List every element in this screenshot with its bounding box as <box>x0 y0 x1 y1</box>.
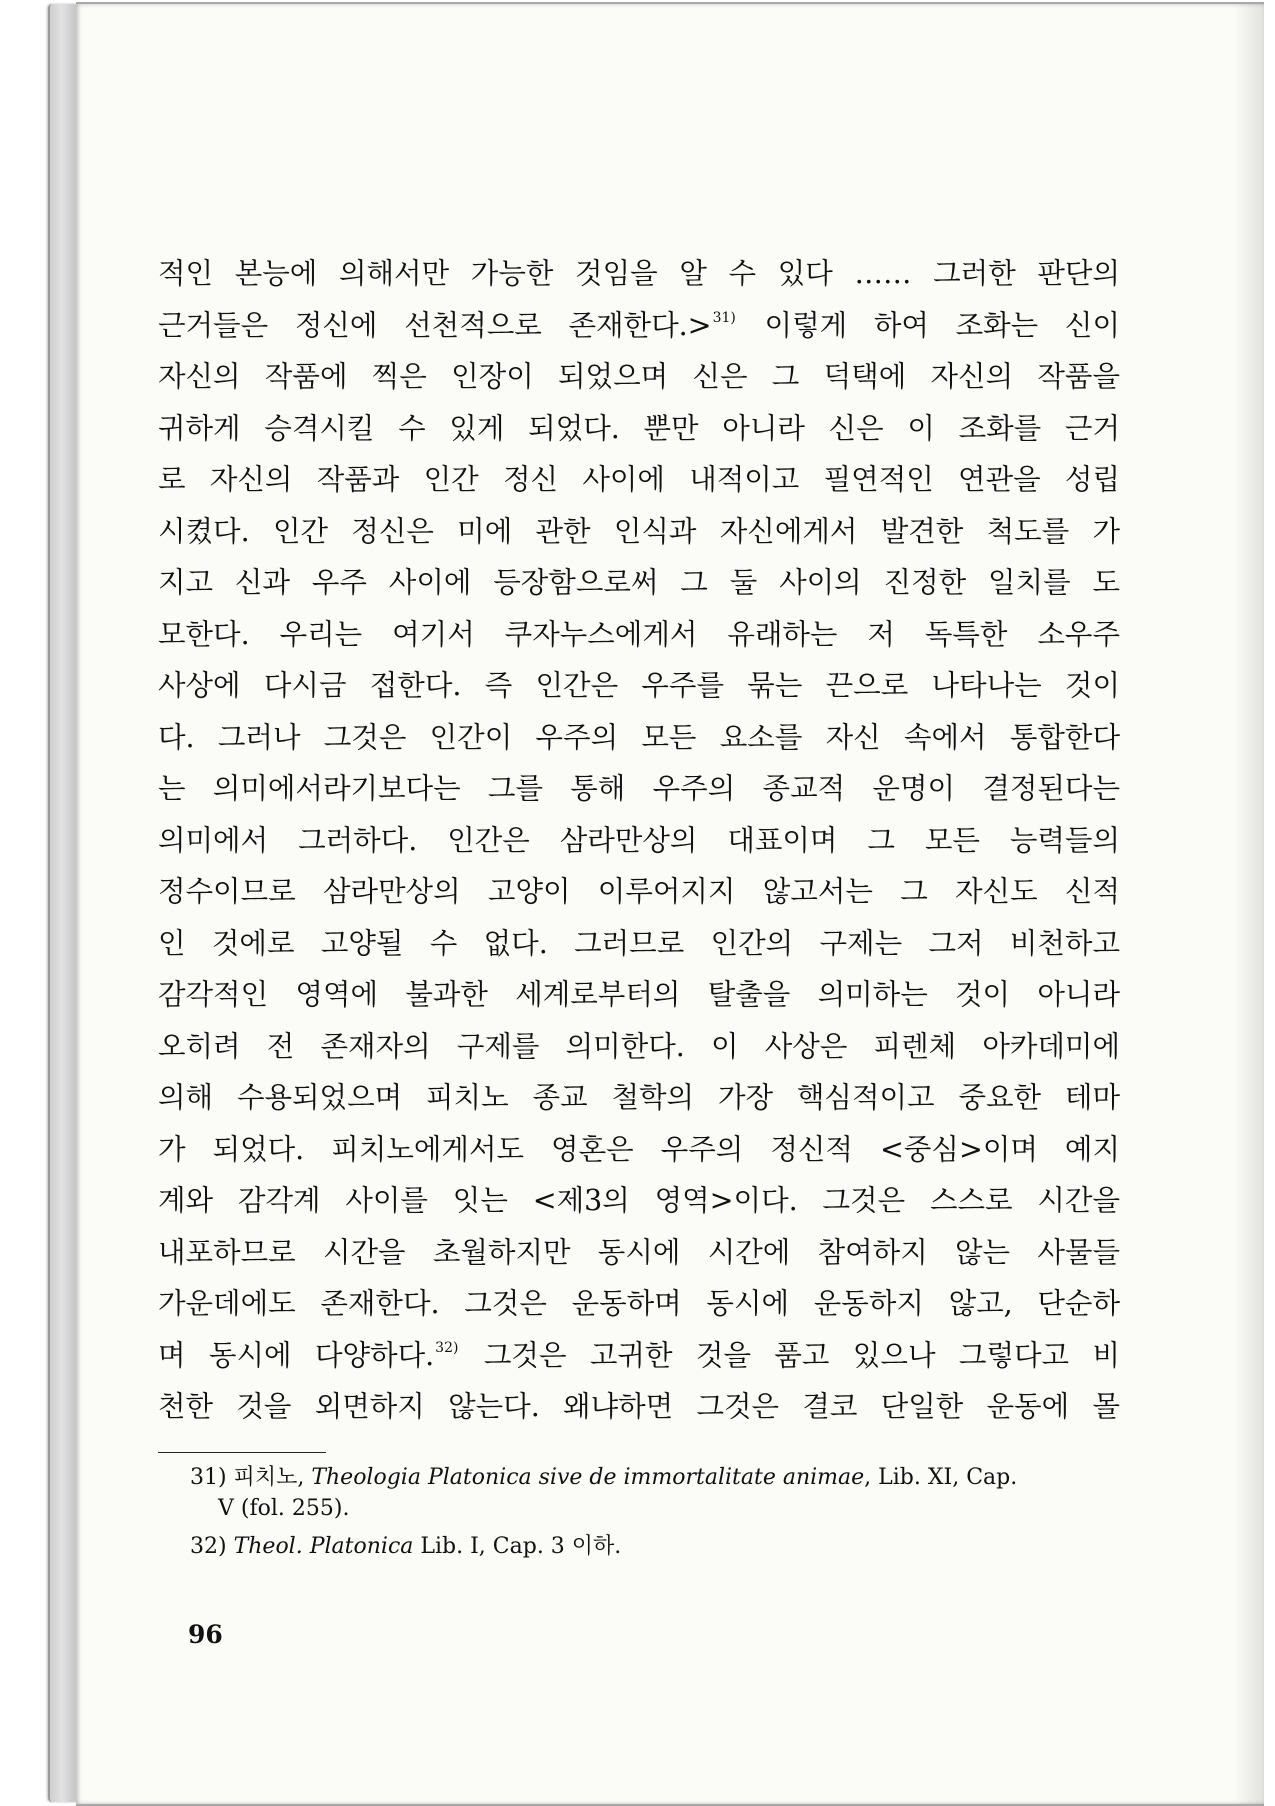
text-line <box>158 1330 1120 1382</box>
footnote-title: Theologia Platonica sive de immortalitate animae <box>311 1465 865 1490</box>
footnote-number: 31) <box>190 1465 227 1490</box>
text-line: 의미에서 그러하다. 인간은 삼라만상의 대표이며 그 모든 능력들의 <box>158 823 1120 857</box>
footnote-number: 32) <box>190 1534 227 1559</box>
text-segment: 근거들은 정신에 선천적으로 존재한다.> <box>158 308 712 342</box>
text-line: 적인 본능에 의해서만 가능한 것임을 알 수 있다 …… 그러한 판단의 <box>158 257 1120 290</box>
text-line: 가 되었다. 피치노에게서도 영혼은 우주의 정신적 <중심>이며 예지 <box>158 1132 1120 1166</box>
text-line: 로 자신의 작품과 인간 정신 사이에 내적이고 필연적인 연관을 성립 <box>158 463 1120 496</box>
footnote-32 <box>190 1531 1122 1562</box>
footnote-author: 피치노, <box>233 1465 305 1490</box>
text-line: 귀하게 승격시킬 수 있게 되었다. 뿐만 아니라 신은 이 조화를 근거 <box>158 411 1120 445</box>
text-line: 사상에 다시금 접한다. 즉 인간은 우주를 묶는 끈으로 나타나는 것이 <box>158 669 1120 702</box>
body-text <box>158 248 1120 1433</box>
footnote-ref-31: 31) <box>712 309 736 326</box>
text-line: 자신의 작품에 찍은 인장이 되었으며 신은 그 덕택에 자신의 작품을 <box>158 360 1120 393</box>
text-line: 정수이므로 삼라만상의 고양이 이루어지지 않고서는 그 자신도 신적 <box>158 875 1120 908</box>
page-shadow <box>1234 4 1264 1804</box>
page-number: 96 <box>188 1620 223 1649</box>
text-line: 인 것에로 고양될 수 없다. 그러므로 인간의 구제는 그저 비천하고 <box>158 926 1120 960</box>
footnote-ref-32: 32) <box>435 1339 459 1356</box>
text-line: 의해 수용되었으며 피치노 종교 철학의 가장 핵심적이고 중요한 테마 <box>158 1081 1120 1114</box>
text-segment: 이렇게 하여 조화는 신이 <box>737 308 1120 342</box>
text-segment: 며 동시에 다양하다. <box>158 1338 435 1372</box>
footnote-ref: , Lib. XI, Cap. <box>864 1465 1018 1490</box>
footnote-title: Theol. Platonica <box>233 1534 414 1559</box>
footnote-ref-cont: V (fol. 255). <box>218 1496 350 1521</box>
text-line: 가운데에도 존재한다. 그것은 운동하며 동시에 운동하지 않고, 단순하 <box>158 1287 1120 1320</box>
text-line: 다. 그러나 그것은 인간이 우주의 모든 요소를 자신 속에서 통합한다 <box>158 720 1120 754</box>
text-line: 는 의미에서라기보다는 그를 통해 우주의 종교적 운명이 결정된다는 <box>158 772 1120 805</box>
footnote-31 <box>190 1462 1122 1524</box>
text-line: 지고 신과 우주 사이에 등장함으로써 그 둘 사이의 진정한 일치를 도 <box>158 566 1120 599</box>
text-line: 천한 것을 외면하지 않는다. 왜냐하면 그것은 결코 단일한 운동에 몰 <box>158 1390 1120 1423</box>
footnotes <box>190 1462 1122 1569</box>
text-line: 감각적인 영역에 불과한 세계로부터의 탈출을 의미하는 것이 아니라 <box>158 978 1120 1011</box>
text-line: 내포하므로 시간을 초월하지만 동시에 시간에 참여하지 않는 사물들 <box>158 1235 1120 1269</box>
footnote-ref: Lib. I, Cap. 3 이하. <box>413 1534 622 1559</box>
text-segment: 그것은 고귀한 것을 품고 있으나 그렇다고 비 <box>460 1338 1120 1372</box>
text-line <box>158 300 1120 352</box>
footnote-separator <box>158 1452 326 1453</box>
text-line: 모한다. 우리는 여기서 쿠자누스에게서 유래하는 저 독특한 소우주 <box>158 617 1120 651</box>
text-line: 오히려 전 존재자의 구제를 의미한다. 이 사상은 피렌체 아카데미에 <box>158 1029 1120 1063</box>
text-line: 시켰다. 인간 정신은 미에 관한 인식과 자신에게서 발견한 척도를 가 <box>158 514 1120 548</box>
text-line: 계와 감각계 사이를 잇는 <제3의 영역>이다. 그것은 스스로 시간을 <box>158 1184 1120 1217</box>
